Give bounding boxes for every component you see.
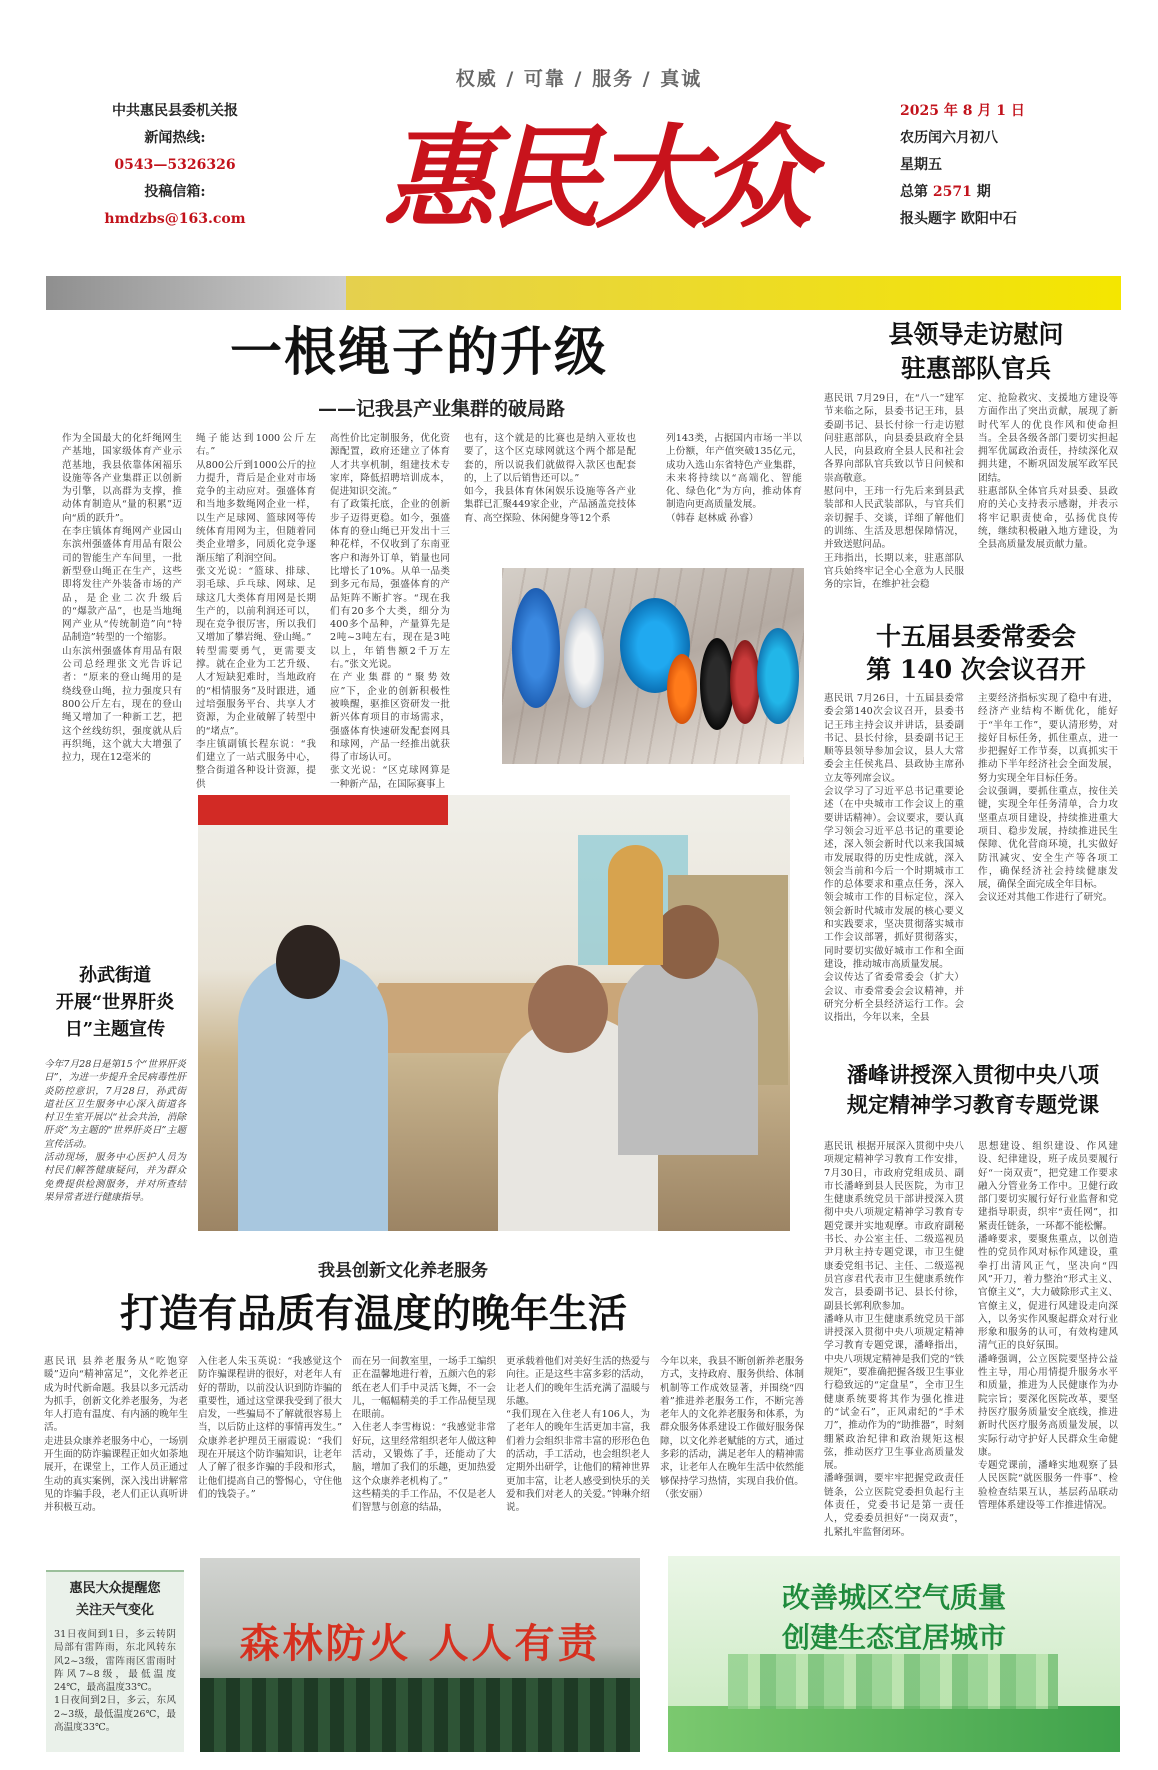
right-bottom-headline-line2: 规定精神学习教育专题党课 [847, 1092, 1099, 1117]
culture-column-4: 更承载着他们对美好生活的热爱与向往。正是这些丰富多彩的活动，让老人们的晚年生活充满了温暖与乐趣。 “我们现在入住老人有106人，为了老年人的晚年生活更加丰富，我们着力会组织非常丰富的形形色色的活动，手工活动，也会组织老人定期外出研学，让他们的精神世界更加丰富，让老人感受到快乐的关爱和我们对老人的关爱。”钟琳介绍说。 [506, 1356, 651, 1514]
lead-column-3: 高性价比定制服务，优化资源配置，政府还建立了体育人才共享机制，组建技术专家库，降低招聘培训成本，促进知识交流。” 有了政策托底，企业的创新步子迈得更稳。如今，强盛体育的登山绳已开发出十三种花样，不仅收到了东南亚客户和海外订单，销量也同比增长了10%。从单一品类到多元布局，强盛体育的产品矩阵不断扩容。“现在我们有20多个大类，细分为400多个品种，产量算先是2吨~3吨左右，现在是3吨以上，年销售额2千万左右。”张文光说。 在产业集群的“聚势效应”下，企业的创新积极性被唤醒，驱推区资研发一批新兴体育项目的市场需求，强盛体育快速研发配套网具和球网，产品一经推出就获得了市场认可。 张文光说：“区克球网算是一种新产品，在国际赛事上 [330, 433, 450, 790]
lead-headline: 一根绳子的升级 [230, 322, 609, 383]
weather-title [46, 1578, 184, 1622]
red-rope [730, 640, 760, 724]
cyan-rope-2 [757, 628, 799, 724]
air-quality-slogan [668, 1578, 1120, 1658]
grass-band [668, 1706, 1120, 1752]
nurse-head [276, 925, 340, 999]
air-quality-slogan-line2: 创建生态宜居城市 [781, 1621, 1006, 1654]
weather-title-line1: 惠民大众提醒您 [69, 1581, 161, 1596]
weather-body: 31日夜间到1日，多云转阴局部有雷阵雨，东北风转东风2~3级，雷阵雨区雷雨时阵风7~8级，最低温度24℃，最高温度33℃。 1日夜间到2日，多云，东风2~3级，最低温度26℃，最高温度33℃。 [54, 1629, 176, 1734]
fire-prevention-slogan: 森林防火 人人有责 [239, 1620, 601, 1667]
left-side-headline-line1: 孙武街道 [79, 965, 151, 986]
right-top-headline-line1: 县领导走访慰问 [888, 320, 1064, 349]
lead-column-2: 绳子能达到1000公斤左右。” 从800公斤到1000公斤的拉力提升，背后是企业对市场竞争的主动应对。强盛体育和当地多数绳网企业一样，以生产足球网、篮球网等传统体育用网为主，但随着同类企业增多，同质化竞争逐渐压缩了利润空间。 张文光说：“篮球、排球、羽毛球、乒乓球、网球、足球这几大类体育用网是长期生产的，以前利润还可以，现在竞争很厉害，所以我们又增加了攀岩绳、登山绳。” 转型需要勇气，更需要支撑。就在企业为工艺升级、人才短缺犯难时，当地政府的“相情服务”及时跟进，通过培强服务平台、共享人才资源，为企业破解了转型中的“堵点”。 李庄镇副镇长程东说：“我们建立了一站式服务中心，整合街道各种设计资源，提供 [196, 433, 316, 790]
red-banner [198, 795, 448, 825]
hotline-label: 新闻热线: [144, 130, 206, 146]
culture-column-1: 惠民讯 县养老服务从“吃饱穿暖”迈向“精神富足”，文化养老正成为时代新命题。我县以多元活动为抓手，创新文化养老服务，为老年人打造有温度、有内涵的晚年生活。 走进县众康养老服务中心，一场别开生面的防诈骗课程正如火如荼地展开，在课堂上，工作人员正通过生动的真实案例，深入浅出讲解常见的诈骗手段，老人们正认真听讲并积极互动。 [44, 1356, 188, 1514]
right-bottom-headline [818, 1060, 1128, 1120]
right-top-headline [826, 318, 1126, 386]
right-mid-headline [826, 620, 1126, 686]
organ-line: 中共惠民县委机关报 [112, 103, 238, 119]
left-side-body: 今年7月28日是第15个“世界肝炎日”，为进一步提升全民病毒性肝炎防控意识，7月28日，孙武街道社区卫生服务中心深入街道各村卫生室开展以“社会共治，消除肝炎”为主题的“世界肝炎日”主题宣传活动。 活动现场，服务中心医护人员为村民们解答健康疑问，并为群众免费提供检测服务，并对所查结果异常者进行健康指导。 [44, 1059, 186, 1203]
culture-headline: 打造有品质有温度的晚年生活 [120, 1291, 628, 1337]
right-mid-headline-line1: 十五届县委常委会 [875, 622, 1076, 651]
left-side-headline [40, 962, 190, 1043]
right-top-headline-line2: 驻惠部队官兵 [900, 354, 1051, 383]
right-mid-column-2: 主要经济指标实现了稳中有进，经济产业结构不断优化，能好于“半年工作”，要认清形势，对接好目标任务，抓住重点，进一步把握好工作节奏，以真抓实干推动下半年经济社会全面发展，努力实现全年目标任务。 会议强调，要抓住重点，按住关键，实现全年任务清单，合力攻坚重点项目建设，持续推进重大项目、稳步发展，持续推进民生保障、优化营商环境，扎实做好防汛减灾、安全生产等各项工作，确保经济社会持续健康发展，确保全面完成全年目标。 会议还对其他工作进行了研究。 [978, 693, 1118, 904]
culture-column-5: 今年以来，我县不断创新养老服务方式，支持政府、服务供给、体制机制等工作成效显著，并围绕“四着”推进养老服务工作，不断完善老年人的文化养老服务和体系，为群众服务体系建设工作做好服务保障，以文化养老赋能的方式，通过多彩的活动，满足老年人的精神需求，让老年人在晚年生活中依然能够保持学习热情，实现自我价值。 （张安丽） [660, 1356, 804, 1500]
calligraphy-credit: 报头题字 欧阳中石 [900, 211, 1017, 227]
orange-rope [667, 654, 697, 724]
culture-column-2: 入住老人朱玉英说：“我感觉这个防诈骗课程讲的很好，对老年人有好的帮助，以前没认识到防诈骗的重要性，通过这堂课我受到了很大启发，一些骗局不了解就很容易上当，以后防止这样的事情再发生。” 众康养老护理员王丽霞说：“我们现在开展这个防诈骗知识，让老年人了解了很多诈骗的手段和形式，让他们提高自己的警惕心，守住他们的钱袋子。” [198, 1356, 343, 1500]
right-top-column-2: 定、抢险救灾、支援地方建设等方面作出了突出贡献，展现了新时代军人的优良作风和使命担当。全县各级各部门要切实担起拥军优属政治责任，持续深化双拥共建，不断巩固发展军政军民团结。 驻惠部队全体官兵对县委、县政府的关心支持表示感谢，并表示将牢记职责使命，弘扬优良传统，继续积极融入地方建设，为全县高质量发展贡献力量。 [978, 393, 1118, 551]
right-bottom-column-2: 思想建设、组织建设、作风建设、纪律建设，班子成员要履行好“一岗双责”，把党建工作要求融入分管业务工作中。卫健行政部门要切实履行好行业监督和党建指导职责，织牢“责任网”，扣紧责任链条，一环都不能松懈。 潘峰要求，要聚焦重点，以创造性的党员作风对标作风建设，重拳打出清风正气，坚决向“四风”开刀，着力整治“形式主义、官僚主义”，大力破除形式主义、官僚主义，促进行风建设走向深入，以务实作风聚起群众对行业形象和服务的认可，有效构建风清气正的良好氛围。 潘峰强调，公立医院要坚持公益性主导，用心用情提升服务水平和质量，推进为人民健康作为办院宗旨；要深化医院改革，要坚持医疗服务质量安全底线，推进新时代医疗服务高质量发展，以实际行动守护好人民群众生命健康。 专题党课前，潘峰实地观察了县人民医院“就医服务一件事”、检验检查结果互认，基层药品联动管理体系建设等工作推进情况。 [978, 1141, 1118, 1512]
lead-column-5: 列143类，占据国内市场一半以上份额，年产值突破135亿元，成功入选山东省特色产业集群，未来将持续以“高端化、智能化、绿色化”为方向，推动体育制造向更高质量发展。 （韩春 赵林威 孙睿） [666, 433, 802, 524]
culture-column-3: 而在另一间教室里，一场手工编织正在温馨地进行着，五颜六色的彩纸在老人们手中灵活飞舞，不一会儿，一幅幅精美的手工作品便呈现在眼前。 入住老人李雪梅说：“我感觉非常好玩，这里经常组织老年人做这种活动，又锻炼了手，还能动了大脑，增加了我们的乐趣，更加热爱这个众康养老机构了。” 这些精美的手工作品，不仅是老人们智慧与创意的结晶， [352, 1356, 496, 1514]
left-side-headline-line3: 日”主题宣传 [64, 1019, 166, 1040]
white-rope [564, 608, 604, 708]
black-rope [700, 638, 734, 730]
right-bottom-column-1: 惠民讯 根据开展深入贯彻中央八项规定精神学习教育工作安排，7月30日，市政府党组成员、副市长潘峰到县人民医院，为市卫生健康系统党员干部讲授深入贯彻中央八项规定精神学习教育专题党课并实地观摩。市政府副秘书长、办公室主任、二级巡视员尹月秋主持专题党课，市卫生健康委党组书记、主任、二级巡视员宫彦君代表市卫生健康系统作发言，县委副书记、县长付徐，副县长郭利欣参加。 潘峰从市卫生健康系统党员干部讲授深入贯彻中央八项规定精神学习教育专题党课，潘峰指出，中央八项规定精神是我们党的“铁规矩”，要准确把握各级卫生事业行稳致远的“定盘星”，全市卫生健康系统要将其作为强化推进的“试金石”，正风肃纪的“手术刀”，推动作为的“助推器”，时刻绷紧政治纪律和政治规矩这根弦，推动医疗卫生事业高质量发展。 潘峰强调，要牢牢把握党政责任链条，公立医院党委担负起行主体责任，党委书记是第一责任人，党委委员担好“一岗双责”，扎紧扎牢监督闭环。 [824, 1141, 964, 1538]
header-right-info [900, 98, 1080, 233]
issue-suffix: 期 [976, 184, 991, 200]
health-campaign-photo [198, 795, 790, 1231]
city-silhouette [728, 1654, 1058, 1709]
right-bottom-headline-line1: 潘峰讲授深入贯彻中央八项 [847, 1062, 1099, 1087]
hotline-phone: 0543—5326326 [114, 157, 236, 173]
left-side-headline-line2: 开展“世界肝炎 [55, 992, 175, 1013]
color-band [46, 276, 1121, 310]
right-mid-column-1: 惠民讯 7月26日，十五届县委常委会第140次会议召开，县委书记王玮主持会议并讲话，县委副书记、县长付徐，县委副书记王顺等县领导参加会议，县人大常委会主任侯兆昌、县政协主席孙立友等列席会议。 会议学习了习近平总书记重要论述（在中央城市工作会议上的重要讲话精神）。会议要求，要认真学习领会习近平总书记的重要论述，深入领会新时代以来我国城市发展取得的历史性成就，深入领会当前和今后一个时期城市工作的总体要求和重点任务，深入领会城市工作的目标定位，深入领会新时代城市发展的核心要义和实践要求，坚决贯彻落实城市工作会议部署，抓好贯彻落实，同时要切实做好城市工作和全面建设，推动城市高质量发展。 会议传达了省委常委会（扩大）会议、市委常委会会议精神，并研究分析全县经济运行工作。会议指出，今年以来，全县 [824, 693, 964, 1024]
air-quality-slogan-line1: 改善城区空气质量 [781, 1581, 1006, 1614]
issue-prefix: 总第 [900, 184, 928, 200]
email-label: 投稿信箱: [144, 184, 206, 200]
issue-number-line [900, 179, 1080, 206]
lead-subtitle: ——记我县产业集群的破局路 [318, 398, 566, 420]
lead-column-1: 作为全国最大的化纤绳网生产基地，国家级体育产业示范基地，我县依靠体闲福乐设施等各产业集群正以创新为引擎，以高群为支撑，推动体育制造从“量的积累”迈向“质的跃升”。 在李庄镇体育绳网产业园山东滨州强盛体育用品有限公司的智能生产车间里，一批新型登山绳正在生产，这些即将发往产外装备市场的产品，是企业二次升级后的“爆款产品”，也是当地绳网产业从“传统制造”向“特品制造”转型的一个缩影。 山东滨州强盛体育用品有限公司总经理张文光告诉记者：“原来的登山绳用的是绕线登山绳，拉力强度只有800公斤左右，现在的登山绳又增加了一种新工艺，把这个丝线纺织，强度就从后再织绳，这个就大大增强了拉力，现在12毫米的 [62, 433, 182, 764]
header-left-info [95, 98, 255, 233]
patient-head [528, 965, 608, 1053]
weather-box [46, 1570, 184, 1752]
ropes-photo [502, 568, 804, 764]
lead-column-4: 也有，这个就是的比赛也是纳入亚妆也要了，这个区克球网就这个两个都是配套的，所以说我们就做得入款区也配套的，上了以后销售还可以。” 如今，我县体育休闲娱乐设施等各产业集群已汇聚449家企业，产品涵盖竞技体育、高空探险、休闲健身等12个系 [464, 433, 636, 524]
contribution-email: hmdzbs@163.com [104, 211, 246, 227]
lunar-date: 农历闰六月初八 [900, 130, 998, 146]
masthead-logo: 惠民大众 [383, 113, 807, 244]
weekday: 星期五 [900, 157, 942, 173]
man-figure [618, 955, 758, 1155]
blue-rope [512, 588, 560, 708]
issue-number: 2571 [932, 184, 972, 200]
forest-band [200, 1678, 640, 1752]
right-mid-headline-line2: 第 140 次会议召开 [866, 655, 1086, 684]
fire-prevention-ad [200, 1558, 640, 1752]
issue-date: 2025 年 8 月 1 日 [900, 103, 1025, 119]
right-top-column-1: 惠民讯 7月29日，在“八一”建军节来临之际，县委书记王玮，县委副书记、县长付徐一行走访慰问驻惠部队，向县委县政府全县人民，向县政府全县人民和社会各界向部队官兵致以节日问候和崇高敬意。 慰问中，王玮一行先后来到县武装部和人民武装部队，与官兵们亲切握手、交谈，详细了解他们的训练、生活及思想保障情况，并致送慰问品。 王玮指出，长期以来，驻惠部队官兵始终牢记全心全意为人民服务的宗旨，在维护社会稳 [824, 393, 964, 591]
air-quality-ad [668, 1556, 1120, 1752]
slogan: 权威 / 可靠 / 服务 / 真诚 [455, 68, 703, 90]
culture-kicker: 我县创新文化养老服务 [318, 1261, 488, 1281]
woman-figure [608, 845, 663, 965]
weather-title-line2: 关注天气变化 [75, 1603, 154, 1618]
